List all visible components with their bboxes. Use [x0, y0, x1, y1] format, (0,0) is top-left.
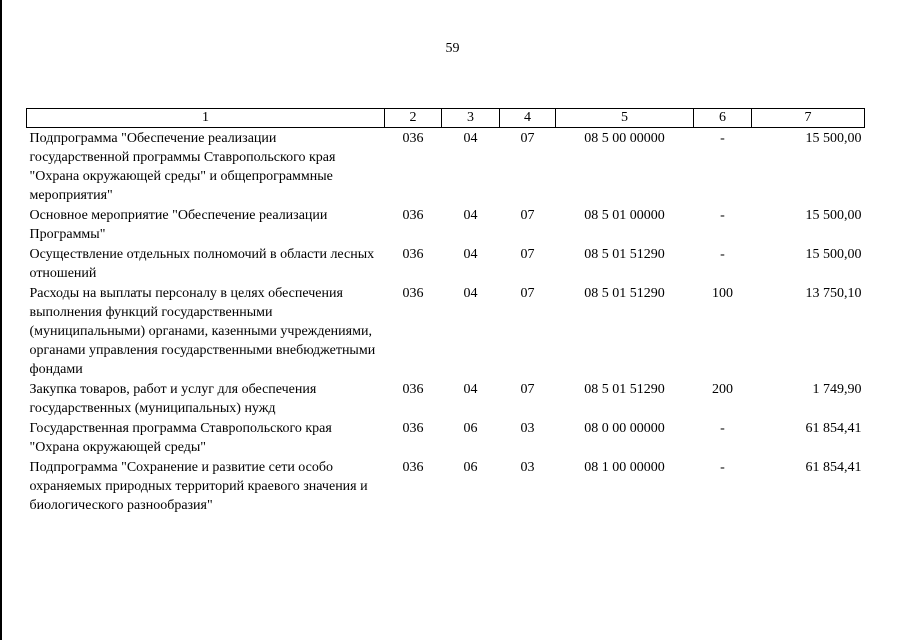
row-ministry-code: 036 [402, 460, 424, 475]
row-expense-type: - [720, 208, 725, 223]
row-amount: 1 749,90 [812, 382, 862, 397]
row-ministry-code: 036 [402, 247, 424, 262]
row-name: Расходы на выплаты персоналу в целях обеспечения выполнения функций государственными (муниципальными) органами, казенными учреждениями, органами управления государственными внебюджетными фондами [29, 286, 376, 377]
row-subsection: 03 [520, 460, 535, 475]
row-target-article: 08 0 00 00000 [584, 421, 665, 436]
row-section: 04 [463, 382, 478, 397]
table-row [27, 379, 865, 418]
row-target-article: 08 5 00 00000 [584, 131, 665, 146]
header-col-4: 4 [500, 109, 556, 128]
row-amount: 61 854,41 [805, 460, 862, 475]
row-subsection: 07 [520, 247, 535, 262]
row-expense-type: - [720, 460, 725, 475]
row-ministry-code: 036 [402, 421, 424, 436]
row-section: 04 [463, 208, 478, 223]
row-name: Государственная программа Ставропольского края "Охрана окружающей среды" [29, 421, 332, 455]
row-expense-type: - [720, 247, 725, 262]
row-ministry-code: 036 [402, 208, 424, 223]
budget-table [26, 108, 865, 515]
row-expense-type: 100 [712, 286, 733, 301]
row-name: Подпрограмма "Обеспечение реализации государственной программы Ставропольского края "Охрана окружающей среды" и общепрограммные мероприятия" [29, 131, 336, 203]
table-row [27, 244, 865, 283]
row-target-article: 08 1 00 00000 [584, 460, 665, 475]
row-amount: 15 500,00 [805, 131, 862, 146]
header-col-1: 1 [27, 109, 385, 128]
row-amount: 13 750,10 [805, 286, 862, 301]
row-section: 04 [463, 286, 478, 301]
row-ministry-code: 036 [402, 286, 424, 301]
row-amount: 15 500,00 [805, 208, 862, 223]
row-section: 04 [463, 247, 478, 262]
table-row [27, 128, 865, 206]
row-name: Осуществление отдельных полномочий в области лесных отношений [29, 247, 375, 281]
row-expense-type: - [720, 131, 725, 146]
row-subsection: 07 [520, 131, 535, 146]
header-col-2: 2 [385, 109, 442, 128]
row-expense-type: 200 [712, 382, 733, 397]
header-col-3: 3 [442, 109, 500, 128]
table-row [27, 457, 865, 515]
table-header-row [27, 109, 865, 128]
table-row [27, 283, 865, 379]
row-subsection: 07 [520, 286, 535, 301]
row-ministry-code: 036 [402, 131, 424, 146]
row-subsection: 07 [520, 382, 535, 397]
table-row [27, 418, 865, 457]
left-margin-rule [0, 0, 2, 640]
row-amount: 61 854,41 [805, 421, 862, 436]
row-ministry-code: 036 [402, 382, 424, 397]
row-target-article: 08 5 01 51290 [584, 382, 665, 397]
row-amount: 15 500,00 [805, 247, 862, 262]
row-name: Подпрограмма "Сохранение и развитие сети особо охраняемых природных территорий краевого значения и биологического разнообразия" [29, 460, 368, 513]
header-col-6: 6 [694, 109, 752, 128]
header-col-5: 5 [556, 109, 694, 128]
row-section: 04 [463, 131, 478, 146]
row-target-article: 08 5 01 51290 [584, 286, 665, 301]
row-section: 06 [463, 460, 478, 475]
row-section: 06 [463, 421, 478, 436]
row-subsection: 03 [520, 421, 535, 436]
header-col-7: 7 [752, 109, 865, 128]
row-name: Основное мероприятие "Обеспечение реализации Программы" [29, 208, 328, 242]
row-subsection: 07 [520, 208, 535, 223]
page-number: 59 [445, 41, 460, 56]
row-target-article: 08 5 01 00000 [584, 208, 665, 223]
row-expense-type: - [720, 421, 725, 436]
table-row [27, 205, 865, 244]
row-target-article: 08 5 01 51290 [584, 247, 665, 262]
row-name: Закупка товаров, работ и услуг для обеспечения государственных (муниципальных) нужд [29, 382, 317, 416]
